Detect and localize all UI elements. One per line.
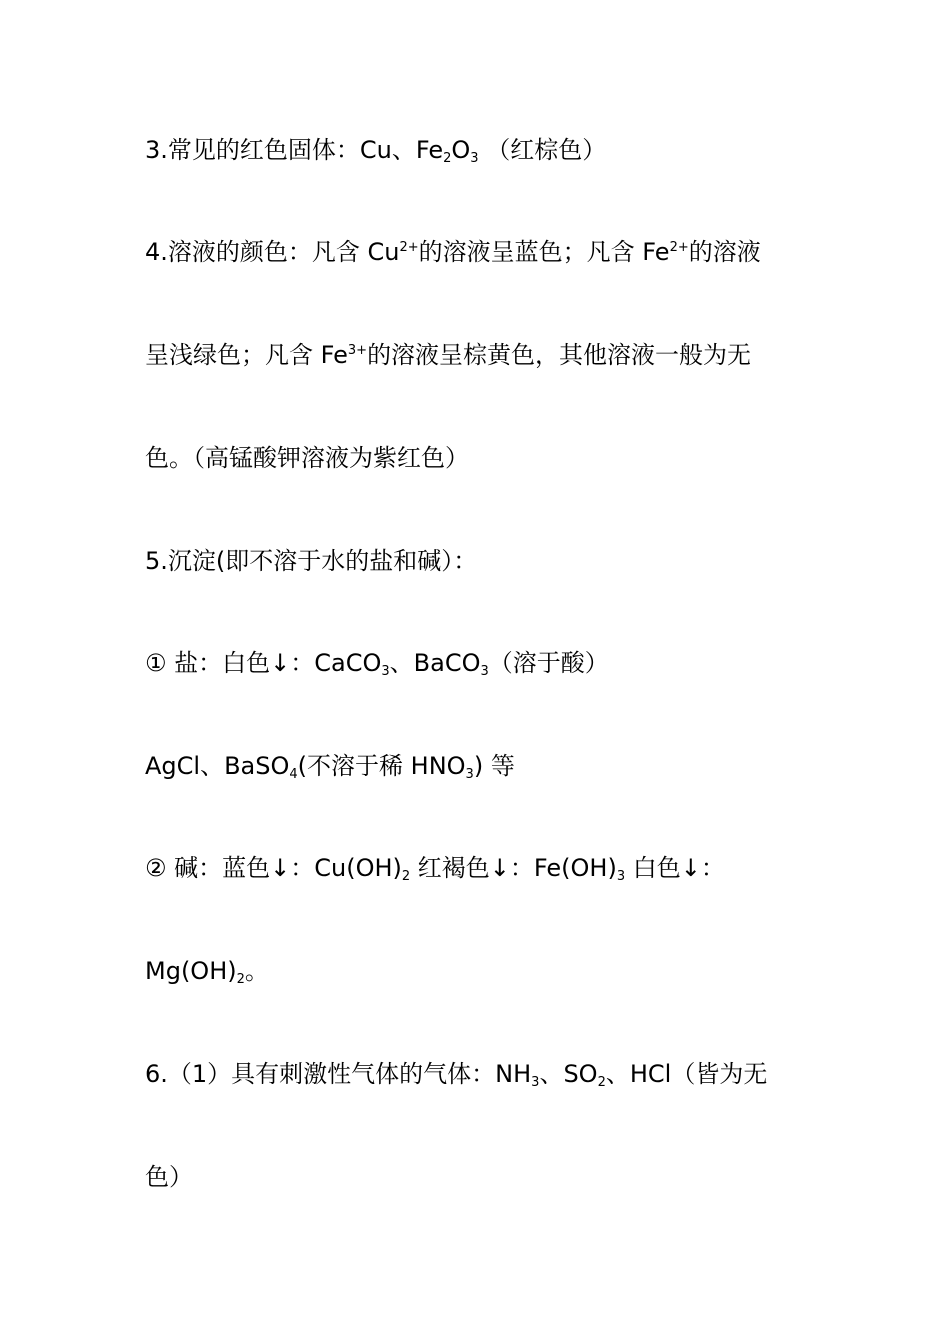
text-segment: 。 [244, 957, 269, 985]
text-line-5-1b [145, 751, 825, 781]
text-line-5-2b [145, 956, 825, 986]
subscript: 3 [616, 869, 626, 884]
text-line-4a [145, 237, 825, 267]
text-segment: 4.溶液的颜色：凡含 Cu [145, 238, 400, 266]
text-segment: 的溶液 [688, 238, 761, 266]
text-segment: O [451, 136, 471, 164]
subscript: 3 [465, 767, 474, 782]
superscript: 2+ [399, 240, 419, 255]
text-segment: ② 碱：蓝色↓：Cu(OH) [145, 854, 402, 882]
text-line-5 [145, 546, 825, 576]
text-segment: 白色↓： [625, 854, 725, 882]
text-segment: 、HCl（皆为无 [605, 1060, 768, 1088]
text-line-5-1a [145, 648, 825, 678]
text-segment: 3.常见的红色固体：Cu、Fe [145, 136, 444, 164]
text-line-6b [145, 1162, 825, 1192]
text-segment: 红褐色↓：Fe(OH) [410, 854, 617, 882]
text-segment: 6.（1）具有刺激性气体的气体：NH [145, 1060, 532, 1088]
subscript: 2 [597, 1075, 606, 1090]
subscript: 4 [289, 767, 298, 782]
text-line-6a [145, 1059, 825, 1089]
text-segment: （溶于酸） [488, 649, 609, 677]
text-segment: 呈浅绿色；凡含 Fe [145, 341, 348, 369]
subscript: 3 [480, 664, 489, 679]
text-segment: (不溶于稀 HNO [297, 752, 466, 780]
text-line-3 [145, 135, 825, 165]
text-segment: ) 等 [473, 752, 515, 780]
text-line-5-2a [145, 853, 825, 883]
subscript: 3 [381, 664, 390, 679]
text-segment: ① 盐：白色↓：CaCO [145, 649, 382, 677]
text-segment: AgCl、BaSO [145, 752, 290, 780]
text-segment: 色） [145, 1163, 193, 1191]
text-segment: 5.沉淀(即不溶于水的盐和碱）： [145, 547, 478, 575]
superscript: 2+ [669, 240, 689, 255]
text-segment: 的溶液呈蓝色；凡含 Fe [418, 238, 670, 266]
subscript: 3 [531, 1075, 540, 1090]
text-segment: 、BaCO [389, 649, 481, 677]
text-line-4c [145, 443, 825, 473]
subscript: 2 [236, 972, 245, 987]
text-line-4b [145, 340, 825, 370]
subscript: 3 [470, 151, 479, 166]
text-segment: 的溶液呈棕黄色，其他溶液一般为无 [367, 341, 752, 369]
subscript: 2 [401, 869, 411, 884]
text-segment: Mg(OH) [145, 957, 237, 985]
superscript: 3+ [347, 343, 368, 358]
text-segment: （红棕色） [478, 136, 607, 164]
subscript: 2 [443, 151, 452, 166]
text-segment: 、SO [539, 1060, 598, 1088]
text-segment: 色。（高锰酸钾溶液为紫红色） [145, 444, 469, 472]
